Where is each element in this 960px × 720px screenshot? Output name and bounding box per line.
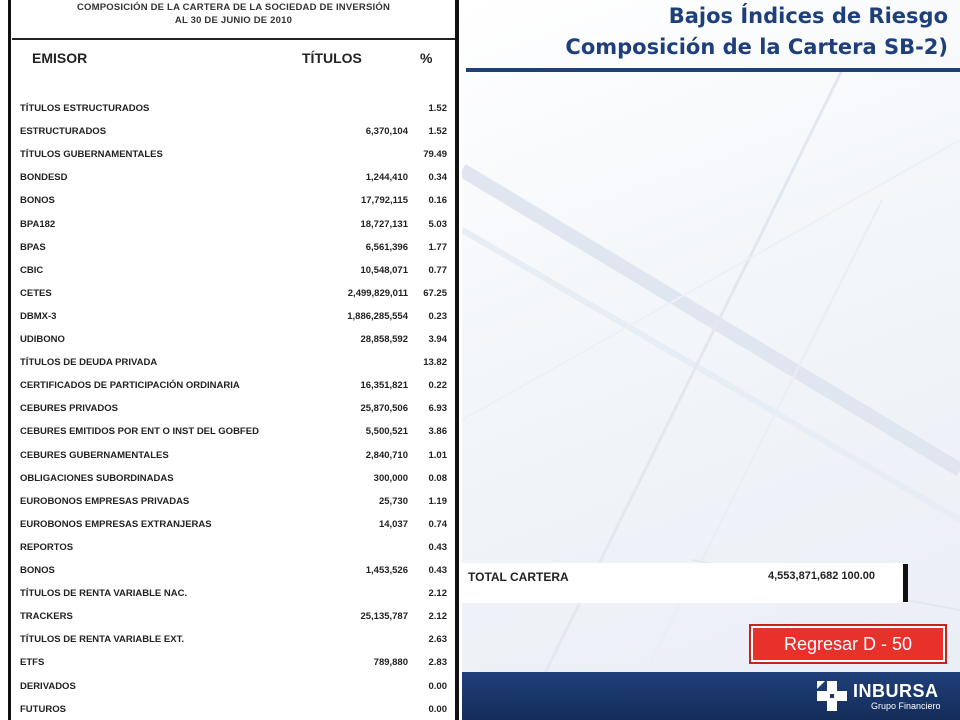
table-row — [0, 219, 455, 239]
row-emisor: BONDESD — [20, 172, 68, 184]
row-titulos: 25,730 — [378, 495, 408, 507]
row-emisor: BPAS — [20, 241, 46, 253]
document-heading-date: AL 30 DE JUNIO DE 2010 — [174, 15, 293, 26]
row-percent: 1.01 — [428, 449, 447, 461]
row-titulos: 28,858,592 — [360, 334, 408, 345]
row-emisor: CBIC — [20, 264, 44, 276]
row-percent: 0.23 — [428, 310, 447, 322]
document-border-right — [455, 0, 459, 720]
table-row — [0, 519, 455, 539]
row-percent: 2.63 — [428, 634, 447, 646]
row-titulos: 6,370,104 — [365, 126, 408, 138]
row-emisor: EUROBONOS EMPRESAS PRIVADAS — [20, 495, 190, 507]
row-percent: 67.25 — [423, 287, 447, 299]
table-row — [0, 311, 455, 331]
row-percent: 5.03 — [428, 218, 447, 230]
row-percent: 1.52 — [428, 103, 447, 114]
table-row — [0, 403, 455, 423]
total-bar — [903, 564, 908, 602]
row-emisor: EUROBONOS EMPRESAS EXTRANJERAS — [20, 518, 212, 530]
row-emisor: TÍTULOS ESTRUCTURADOS — [20, 103, 150, 114]
table-row — [0, 681, 455, 701]
row-percent: 0.00 — [428, 680, 447, 692]
table-row — [0, 496, 455, 516]
row-percent: 0.43 — [428, 541, 447, 553]
row-percent: 0.16 — [428, 195, 447, 207]
table-row — [0, 450, 455, 470]
inbursa-logo — [815, 676, 955, 716]
table-row — [0, 172, 455, 192]
row-percent: 0.08 — [428, 472, 447, 484]
row-emisor: CEBURES GUBERNAMENTALES — [20, 449, 169, 461]
row-emisor: OBLIGACIONES SUBORDINADAS — [20, 472, 174, 484]
row-percent: 1.19 — [428, 495, 447, 507]
table-row — [0, 542, 455, 562]
row-titulos: 5,500,521 — [365, 426, 408, 438]
back-button[interactable]: Regresar D - 50 — [751, 626, 945, 662]
row-percent: 79.49 — [423, 149, 447, 161]
row-emisor: ESTRUCTURADOS — [20, 126, 107, 138]
row-percent: 0.34 — [428, 172, 447, 184]
row-titulos: 14,037 — [378, 518, 408, 530]
row-titulos: 2,840,710 — [365, 449, 408, 461]
row-emisor: ETFS — [20, 657, 45, 669]
table-row — [0, 149, 455, 169]
row-percent: 0.43 — [428, 565, 447, 576]
row-emisor: CEBURES PRIVADOS — [20, 403, 119, 415]
row-titulos: 18,727,131 — [360, 218, 408, 230]
decorative-lines — [462, 0, 960, 720]
row-percent: 2.12 — [428, 588, 447, 600]
table-row — [0, 565, 455, 585]
row-titulos: 10,548,071 — [360, 264, 408, 276]
row-titulos: 1,886,285,554 — [347, 310, 408, 322]
row-titulos: 17,792,115 — [360, 195, 408, 207]
row-percent: 2.12 — [428, 611, 447, 623]
table-row — [0, 126, 455, 146]
column-header-titulos: TÍTULOS — [302, 50, 362, 66]
row-titulos: 789,880 — [373, 657, 408, 669]
row-titulos: 25,870,506 — [360, 403, 408, 415]
row-percent: 0.00 — [428, 703, 447, 715]
row-emisor: UDIBONO — [20, 334, 65, 345]
table-row — [0, 426, 455, 446]
row-percent: 13.82 — [423, 357, 447, 369]
document-heading: COMPOSICIÓN DE LA CARTERA DE LA SOCIEDAD DE INVERSIÓN — [76, 2, 391, 13]
row-emisor: CETES — [20, 287, 52, 299]
slide-title-line2: Composición de la Cartera SB-2) — [565, 35, 948, 59]
row-emisor: DBMX-3 — [20, 310, 57, 322]
table-row — [0, 242, 455, 262]
table-row — [0, 704, 455, 720]
row-emisor: TÍTULOS DE RENTA VARIABLE EXT. — [20, 634, 184, 646]
row-percent: 6.93 — [428, 403, 447, 415]
row-percent: 1.52 — [428, 126, 447, 138]
logo-wordmark: INBURSA — [853, 681, 939, 701]
title-underline — [466, 68, 960, 72]
table-row — [0, 334, 455, 354]
row-emisor: REPORTOS — [20, 541, 74, 553]
table-row — [0, 380, 455, 400]
inbursa-logo-icon — [815, 679, 849, 713]
row-titulos: 1,453,526 — [365, 565, 408, 576]
row-titulos: 2,499,829,011 — [347, 287, 408, 299]
column-header-percent: % — [420, 50, 433, 66]
row-titulos: 25,135,787 — [360, 611, 408, 623]
table-row — [0, 634, 455, 654]
row-titulos: 1,244,410 — [365, 172, 408, 184]
row-emisor: TÍTULOS DE DEUDA PRIVADA — [20, 357, 158, 369]
table-row — [0, 103, 455, 123]
row-emisor: DERIVADOS — [20, 680, 76, 692]
slide-title-line1: Bajos Índices de Riesgo — [668, 4, 948, 28]
row-percent: 1.77 — [428, 241, 447, 253]
table-row — [0, 195, 455, 215]
row-percent: 0.22 — [428, 380, 447, 392]
row-percent: 0.77 — [428, 264, 447, 276]
row-emisor: CEBURES EMITIDOS POR ENT O INST DEL GOBFED — [20, 426, 259, 438]
row-percent: 0.74 — [428, 518, 447, 530]
table-row — [0, 357, 455, 377]
row-titulos: 300,000 — [373, 472, 408, 484]
logo-subtitle: Grupo Financiero — [871, 701, 941, 711]
table-row — [0, 473, 455, 493]
column-header-emisor: EMISOR — [32, 50, 88, 66]
row-percent: 3.94 — [428, 334, 447, 345]
document-heading-divider — [12, 38, 455, 40]
row-emisor: CERTIFICADOS DE PARTICIPACIÓN ORDINARIA — [20, 380, 240, 392]
table-row — [0, 288, 455, 308]
row-emisor: FUTUROS — [20, 703, 66, 715]
row-percent: 2.83 — [428, 657, 447, 669]
total-label: TOTAL CARTERA — [468, 570, 569, 584]
row-emisor: TÍTULOS DE RENTA VARIABLE NAC. — [20, 588, 188, 600]
table-row — [0, 265, 455, 285]
table-row — [0, 611, 455, 631]
row-emisor: BONOS — [20, 195, 55, 207]
total-value: 4,553,871,682 100.00 — [768, 570, 876, 582]
table-row — [0, 657, 455, 677]
row-percent: 3.86 — [428, 426, 447, 438]
row-emisor: BPA182 — [20, 218, 56, 230]
row-emisor: BONOS — [20, 565, 55, 576]
table-row — [0, 588, 455, 608]
row-emisor: TÍTULOS GUBERNAMENTALES — [20, 149, 163, 161]
portfolio-document — [0, 0, 462, 720]
row-titulos: 16,351,821 — [360, 380, 408, 392]
row-emisor: TRACKERS — [20, 611, 73, 623]
background-decoration — [462, 0, 960, 720]
row-titulos: 6,561,396 — [365, 241, 408, 253]
